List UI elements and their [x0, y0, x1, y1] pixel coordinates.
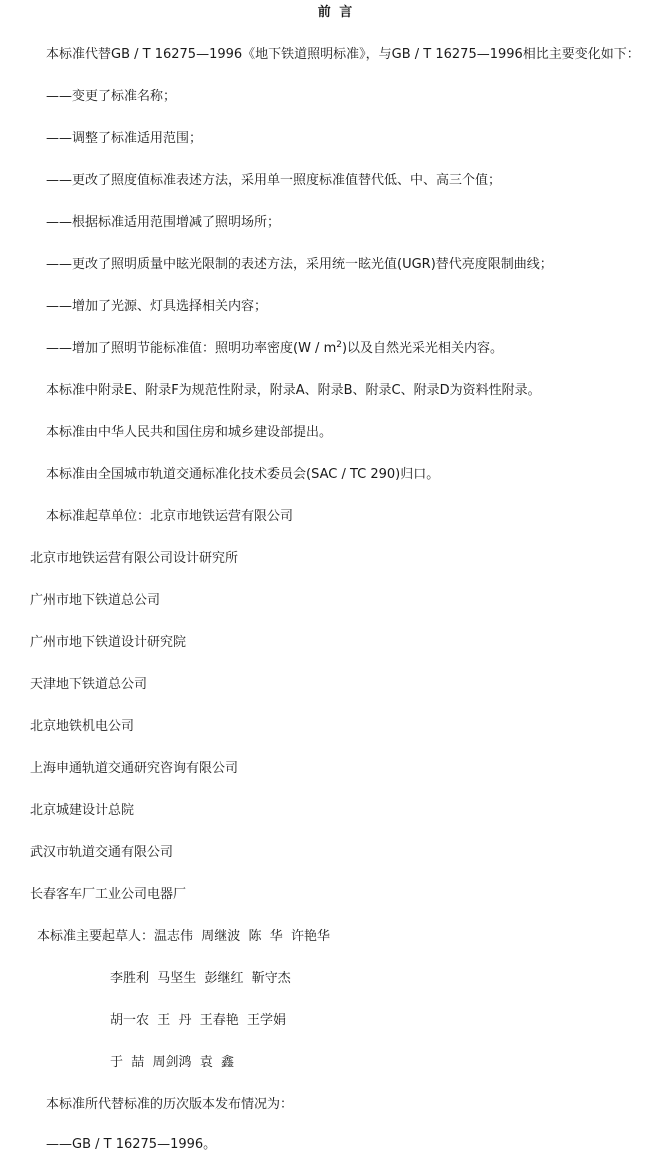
drafters-row: 李胜利 马坚生 彭继红 靳守杰: [110, 971, 291, 986]
change-item-7-tail: )以及自然光采光相关内容。: [341, 341, 504, 356]
drafting-unit: 北京地铁机电公司: [30, 719, 135, 734]
replace-statement: 本标准代替GB / T 16275—1996《地下铁道照明标准》，与GB / T 16275—1996相比主要变化如下：: [46, 47, 640, 62]
change-item-7: [46, 340, 503, 358]
drafting-unit: 长春客车厂工业公司电器厂: [30, 887, 187, 902]
history-intro: 本标准所代替标准的历次版本发布情况为：: [46, 1097, 294, 1112]
change-item-2: ——调整了标准适用范围；: [46, 131, 203, 146]
drafting-unit: 北京城建设计总院: [30, 803, 135, 818]
proposer-statement: 本标准由中华人民共和国住房和城乡建设部提出。: [46, 425, 333, 440]
foreword-title: 前 言: [317, 5, 355, 20]
drafting-unit: 上海申通轨道交通研究咨询有限公司: [30, 761, 239, 776]
drafting-unit: 天津地下铁道总公司: [30, 677, 148, 692]
drafting-unit: 北京市地铁运营有限公司设计研究所: [30, 551, 239, 566]
change-item-3: ——更改了照度值标准表述方法，采用单一照度标准值替代低、中、高三个值；: [46, 173, 502, 188]
change-item-7-text: ——增加了照明节能标准值：照明功率密度(W / m: [46, 341, 337, 356]
drafters-row: 胡一农 王 丹 王春艳 王学娟: [110, 1013, 287, 1028]
change-item-1: ——变更了标准名称；: [46, 89, 177, 104]
change-item-4: ——根据标准适用范围增减了照明场所；: [46, 215, 281, 230]
drafting-unit: 武汉市轨道交通有限公司: [30, 845, 174, 860]
drafting-unit: 广州市地下铁道设计研究院: [30, 635, 187, 650]
drafters-row: 于 喆 周剑鸿 袁 鑫: [110, 1055, 235, 1070]
change-item-6: ——增加了光源、灯具选择相关内容；: [46, 299, 268, 314]
superscript-2: 2: [336, 340, 342, 350]
change-item-5: ——更改了照明质量中眩光限制的表述方法，采用统一眩光值(UGR)替代亮度限制曲线；: [46, 257, 553, 272]
drafting-unit: 广州市地下铁道总公司: [30, 593, 161, 608]
main-drafters-heading: 本标准主要起草人：温志伟 周继波 陈 华 许艳华: [37, 929, 331, 944]
appendix-statement: 本标准中附录E、附录F为规范性附录，附录A、附录B、附录C、附录D为资料性附录。: [46, 383, 541, 398]
centralized-statement: 本标准由全国城市轨道交通标准化技术委员会(SAC / TC 290)归口。: [46, 467, 440, 482]
drafting-units-heading: 本标准起草单位：北京市地铁运营有限公司: [46, 509, 294, 524]
history-item: ——GB / T 16275—1996。: [46, 1137, 217, 1152]
